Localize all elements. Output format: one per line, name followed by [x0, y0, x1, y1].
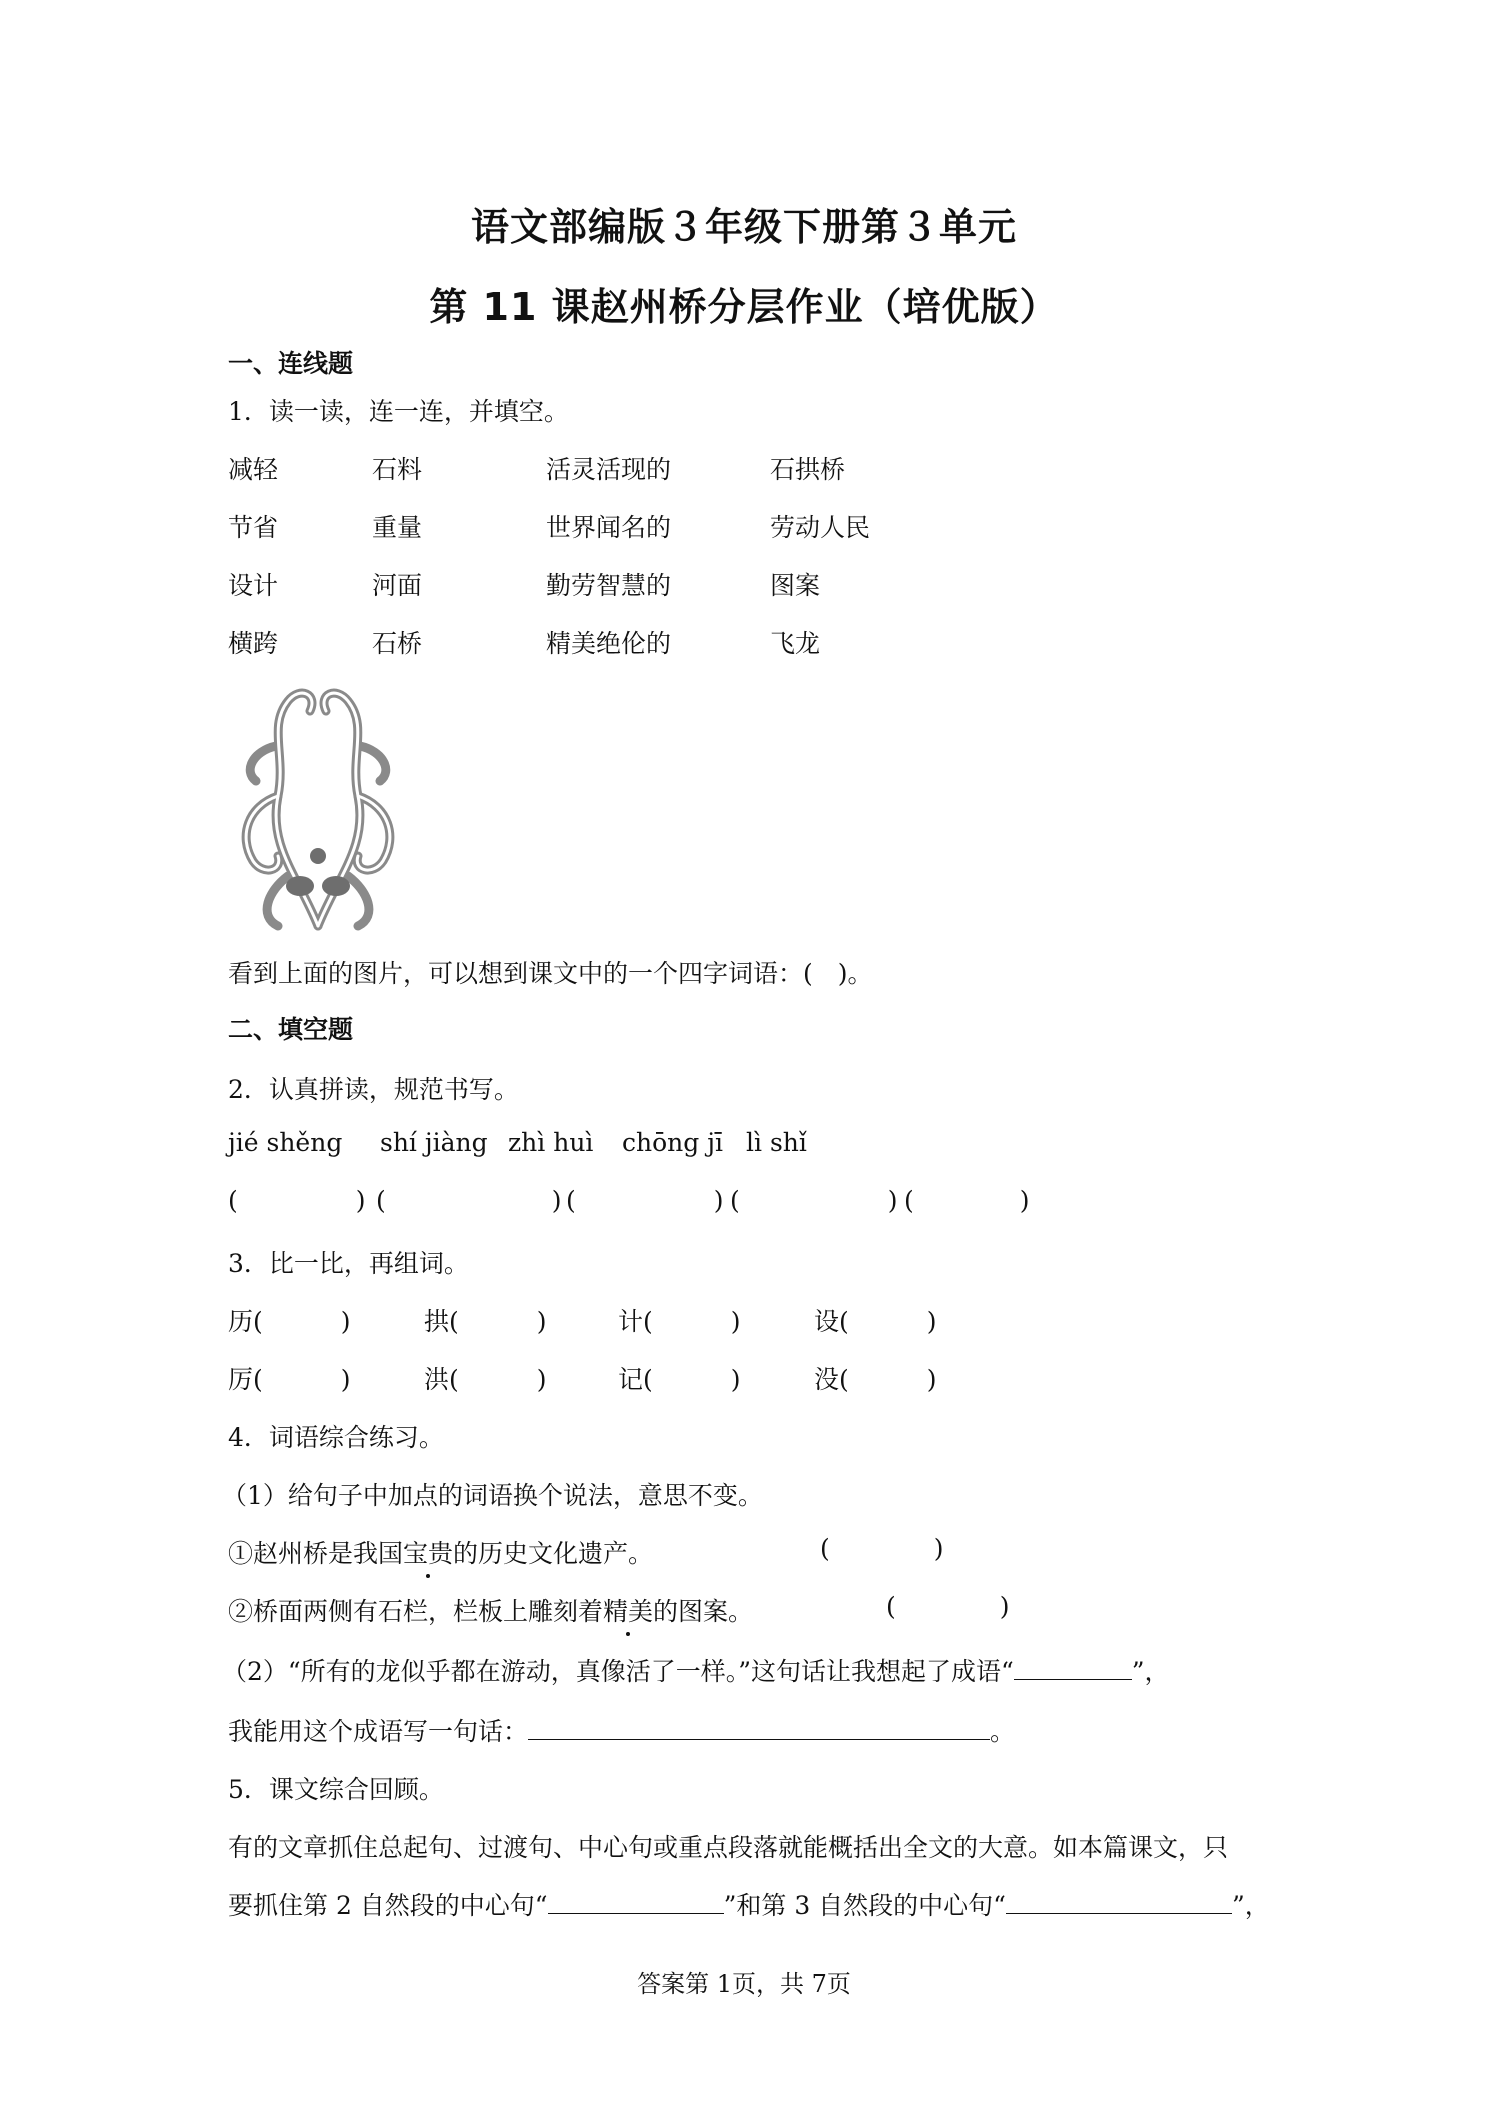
compare-item[interactable]	[618, 1360, 741, 1396]
compare-item[interactable]	[814, 1360, 937, 1396]
close-paren: )	[926, 1307, 937, 1336]
close-paren: )	[340, 1365, 351, 1394]
answer-blank[interactable]: ( )	[228, 1186, 366, 1215]
page-subtitle: 第 11 课赵州桥分层作业（培优版）	[429, 285, 1059, 329]
match-cell: 减轻	[228, 455, 279, 484]
close-paren: )	[730, 1365, 741, 1394]
question-4-prompt: 4．词语综合练习。	[228, 1423, 444, 1452]
section-heading-1: 一、连线题	[228, 349, 354, 378]
match-cell: 活灵活现的	[546, 455, 672, 484]
answer-blank[interactable]: ( )	[730, 1186, 898, 1215]
answer-blank[interactable]: ( )	[376, 1186, 562, 1215]
match-cell: 图案	[770, 571, 821, 600]
compare-char: 计(	[618, 1307, 653, 1336]
compare-item[interactable]	[424, 1360, 547, 1396]
question-5-line1: 有的文章抓住总起句、过渡句、中心句或重点段落就能概括出全文的大意。如本篇课文，只	[228, 1833, 1229, 1862]
answer-blank[interactable]: ( )	[886, 1592, 1010, 1621]
compare-char: 拱(	[424, 1307, 459, 1336]
page-footer: 答案第 1页，共 7页	[637, 1970, 851, 1998]
sentence-text: 的历史文化遗产。	[453, 1539, 654, 1568]
sentence-text: ”，	[1131, 1657, 1170, 1686]
question-2-prompt: 2．认真拼读，规范书写。	[228, 1075, 519, 1104]
compare-item[interactable]	[228, 1302, 351, 1338]
pinyin-5: lì shǐ	[746, 1128, 807, 1157]
match-cell: 勤劳智慧的	[546, 571, 672, 600]
compare-item[interactable]	[228, 1360, 351, 1396]
pinyin-4: chōng jī	[622, 1128, 723, 1157]
question-4-line2	[228, 1712, 1015, 1748]
section-heading-2: 二、填空题	[228, 1015, 354, 1044]
question-4-sub1: （1）给句子中加点的词语换个说法，意思不变。	[222, 1481, 763, 1510]
compare-char: 没(	[814, 1365, 849, 1394]
question-5-prompt: 5．课文综合回顾。	[228, 1775, 444, 1804]
match-cell: 飞龙	[770, 629, 821, 658]
question-5-line2	[228, 1886, 1270, 1922]
sentence-text: 要抓住第 2 自然段的中心句“	[228, 1891, 548, 1920]
fill-line[interactable]	[528, 1717, 990, 1740]
compare-char: 记(	[618, 1365, 653, 1394]
sentence-text: 。	[990, 1717, 1016, 1746]
match-cell: 世界闻名的	[546, 513, 672, 542]
match-cell: 横跨	[228, 629, 279, 658]
close-paren: )	[730, 1307, 741, 1336]
compare-char: 历(	[228, 1307, 263, 1336]
sentence-2	[228, 1592, 753, 1628]
compare-char: 洪(	[424, 1365, 459, 1394]
dotted-word: 精美	[603, 1592, 653, 1628]
close-paren: )	[536, 1365, 547, 1394]
sentence-text: ②桥面两侧有石栏，栏板上雕刻着	[228, 1597, 604, 1626]
sentence-text: 我能用这个成语写一句话：	[228, 1717, 529, 1746]
dragon-pattern-image	[228, 676, 408, 938]
close-paren: )	[536, 1307, 547, 1336]
pinyin-2: shí jiàng	[380, 1128, 488, 1157]
match-cell: 设计	[228, 571, 279, 600]
sentence-text: 的图案。	[653, 1597, 754, 1626]
match-cell: 石料	[372, 455, 423, 484]
sentence-text: ”，	[1231, 1891, 1270, 1920]
compare-char: 设(	[814, 1307, 849, 1336]
match-cell: 石桥	[372, 629, 423, 658]
question-1-followup: 看到上面的图片，可以想到课文中的一个四字词语：( )。	[228, 959, 873, 988]
compare-item[interactable]	[814, 1302, 937, 1338]
match-cell: 河面	[372, 571, 423, 600]
match-cell: 劳动人民	[770, 513, 871, 542]
match-cell: 节省	[228, 513, 279, 542]
fill-line[interactable]	[1006, 1891, 1232, 1914]
close-paren: )	[340, 1307, 351, 1336]
compare-char: 厉(	[228, 1365, 263, 1394]
fill-line[interactable]	[548, 1891, 724, 1914]
answer-blank[interactable]: ( )	[904, 1186, 1030, 1215]
sentence-text: ”和第 3 自然段的中心句“	[723, 1891, 1006, 1920]
question-4-sub2	[222, 1652, 1170, 1688]
compare-item[interactable]	[618, 1302, 741, 1338]
match-cell: 重量	[372, 513, 423, 542]
match-cell: 石拱桥	[770, 455, 846, 484]
question-1-prompt: 1．读一读，连一连，并填空。	[228, 397, 569, 426]
dotted-word: 宝贵	[403, 1534, 453, 1570]
sentence-text: ①赵州桥是我国	[228, 1539, 404, 1568]
page-title: 语文部编版３年级下册第３单元	[470, 205, 1017, 249]
match-cell: 精美绝伦的	[546, 629, 672, 658]
pinyin-1: jié shěng	[228, 1128, 343, 1157]
pinyin-3: zhì huì	[508, 1128, 594, 1157]
sentence-text: （2）“所有的龙似乎都在游动，真像活了一样。”这句话让我想起了成语“	[222, 1657, 1014, 1686]
sentence-1	[228, 1534, 653, 1570]
close-paren: )	[926, 1365, 937, 1394]
answer-blank[interactable]: ( )	[820, 1534, 944, 1563]
fill-line[interactable]	[1014, 1657, 1132, 1680]
answer-blank[interactable]: ( )	[566, 1186, 724, 1215]
compare-item[interactable]	[424, 1302, 547, 1338]
question-3-prompt: 3．比一比，再组词。	[228, 1249, 469, 1278]
